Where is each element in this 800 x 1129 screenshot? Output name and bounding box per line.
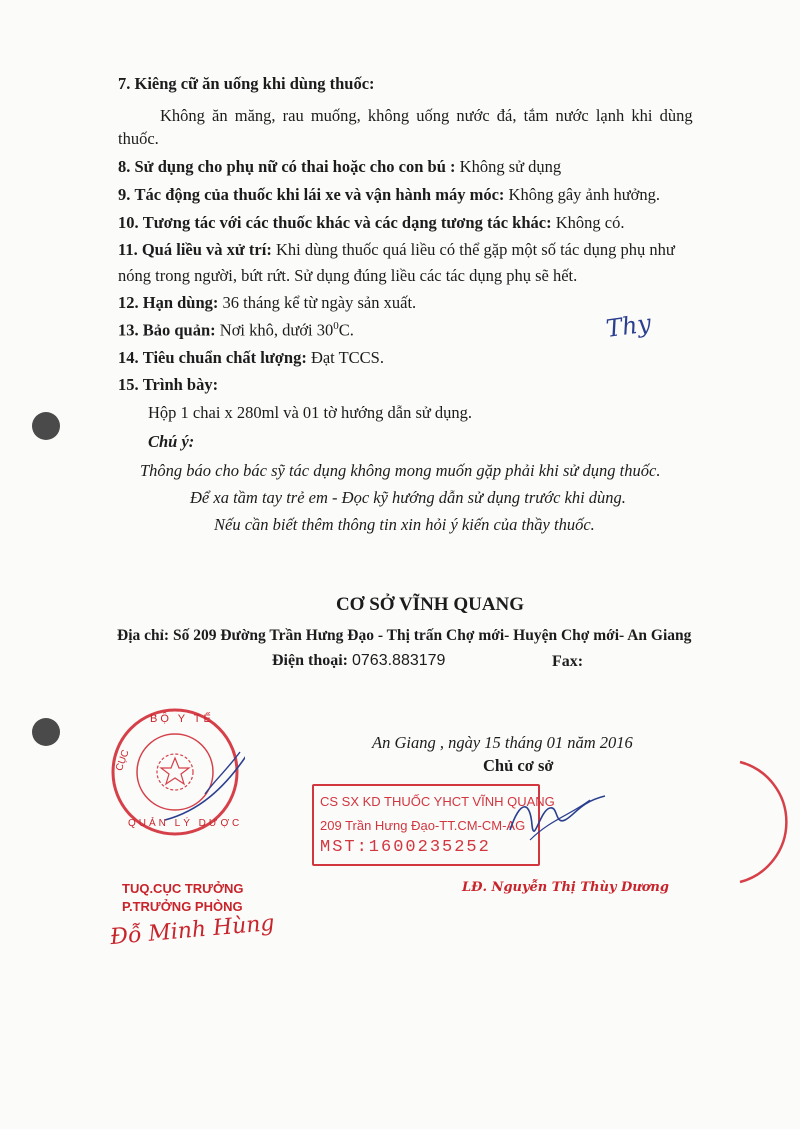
company-address: [117, 627, 691, 645]
section-13-title: Bảo quản:: [142, 320, 216, 340]
margin-initials: Thy: [604, 309, 653, 343]
section-7-number: 7.: [118, 74, 131, 93]
section-7-text-line1: Không ăn măng, rau muống, không uống nước đá, tắm nước lạnh khi dùng: [160, 106, 693, 125]
section-7: [118, 74, 375, 94]
section-8: [118, 157, 561, 177]
section-11-text-line2: nóng trong người, bứt rứt. Sử dụng đúng liều các tác dụng phụ sẽ hết.: [118, 266, 578, 285]
section-8-title: Sử dụng cho phụ nữ có thai hoặc cho con bú :: [134, 157, 456, 176]
section-14: [118, 348, 384, 368]
punch-hole-top: [32, 412, 60, 440]
date-line: An Giang , ngày 15 tháng 01 năm 2016: [372, 733, 633, 752]
fax-label: Fax:: [552, 653, 584, 670]
section-15-text: Hộp 1 chai x 280ml và 01 tờ hướng dẫn sử dụng.: [148, 403, 473, 422]
stamp-line-2: 209 Trần Hưng Đạo-TT.CM-CM-AG: [320, 818, 526, 833]
section-15: [118, 375, 218, 395]
note-title: Chú ý:: [148, 432, 195, 451]
section-15-number: 15.: [118, 375, 139, 394]
section-11: [118, 240, 675, 260]
punch-hole-bottom: [32, 718, 60, 746]
official-title-2: P.TRƯỞNG PHÒNG: [122, 899, 243, 914]
stamp-line-3: MST:1600235252: [320, 838, 491, 857]
seal-top-text: BỘ Y TẾ: [150, 713, 214, 725]
section-10-text: Không có.: [551, 213, 625, 232]
company-phone: [272, 652, 445, 670]
owner-signature: [500, 780, 620, 860]
official-title-1: TUQ.CỤC TRƯỞNG: [122, 881, 244, 896]
section-12-number: 12.: [118, 293, 139, 312]
section-12-text: 36 tháng kể từ ngày sản xuất.: [218, 293, 417, 312]
owner-name: LĐ. Nguyễn Thị Thùy Dương: [462, 880, 669, 895]
section-13-unit: C.: [338, 320, 354, 340]
section-14-text: Đạt TCCS.: [306, 348, 384, 367]
section-7-title: Kiêng cữ ăn uống khi dùng thuốc:: [134, 74, 375, 93]
section-13-degree: 0: [333, 320, 339, 332]
section-11-title: Quá liều và xử trí:: [141, 240, 272, 259]
section-9-text: Không gây ảnh hưởng.: [504, 185, 661, 204]
section-13-text: Nơi khô, dưới 30: [215, 320, 334, 340]
owner-title: Chủ cơ sở: [483, 756, 554, 775]
address-label: Địa chỉ:: [117, 627, 170, 644]
note-line-1: Thông báo cho bác sỹ tác dụng không mong muốn gặp phải khi sử dụng thuốc.: [140, 461, 661, 480]
section-13: [118, 320, 354, 341]
section-10: [118, 213, 624, 233]
section-10-title: Tương tác với các thuốc khác và các dạng tương tác khác:: [142, 213, 552, 232]
seal-left-text: CỤC: [113, 748, 132, 773]
address-value: Số 209 Đường Trần Hưng Đạo - Thị trấn Chợ mới- Huyện Chợ mới- An Giang: [169, 627, 692, 644]
section-15-title: Trình bày:: [142, 375, 219, 394]
note-line-2: Để xa tầm tay trẻ em - Đọc kỹ hướng dẫn sử dụng trước khi dùng.: [190, 488, 626, 507]
section-9-title: Tác động của thuốc khi lái xe và vận hành máy móc:: [134, 185, 505, 204]
note-line-3: Nếu cần biết thêm thông tin xin hỏi ý kiến của thầy thuốc.: [214, 515, 595, 534]
partial-seal-right: [700, 752, 800, 892]
section-14-title: Tiêu chuẩn chất lượng:: [142, 348, 307, 367]
section-11-number: 11.: [118, 240, 138, 259]
section-8-number: 8.: [118, 157, 131, 176]
section-12-title: Hạn dùng:: [142, 293, 219, 312]
stamp-line-1: CS SX KD THUỐC YHCT VĨNH QUANG: [320, 794, 555, 809]
section-14-number: 14.: [118, 348, 139, 367]
section-11-text: Khi dùng thuốc quá liều có thể gặp một số tác dụng phụ như: [271, 240, 675, 259]
section-9-number: 9.: [118, 185, 131, 204]
section-8-text: Không sử dụng: [455, 157, 562, 176]
phone-value: 0763.883179: [352, 652, 446, 669]
section-13-number: 13.: [118, 320, 139, 340]
seal-bottom-text: QUẢN LÝ DƯỢC: [128, 818, 243, 829]
section-10-number: 10.: [118, 213, 139, 232]
company-name: CƠ SỞ VĨNH QUANG: [335, 594, 525, 615]
official-signature-name: Đỗ Minh Hùng: [109, 910, 276, 951]
phone-label: Điện thoại:: [272, 652, 348, 669]
section-9: [118, 185, 660, 205]
section-7-text-line2: thuốc.: [118, 129, 159, 148]
section-12: [118, 293, 416, 313]
